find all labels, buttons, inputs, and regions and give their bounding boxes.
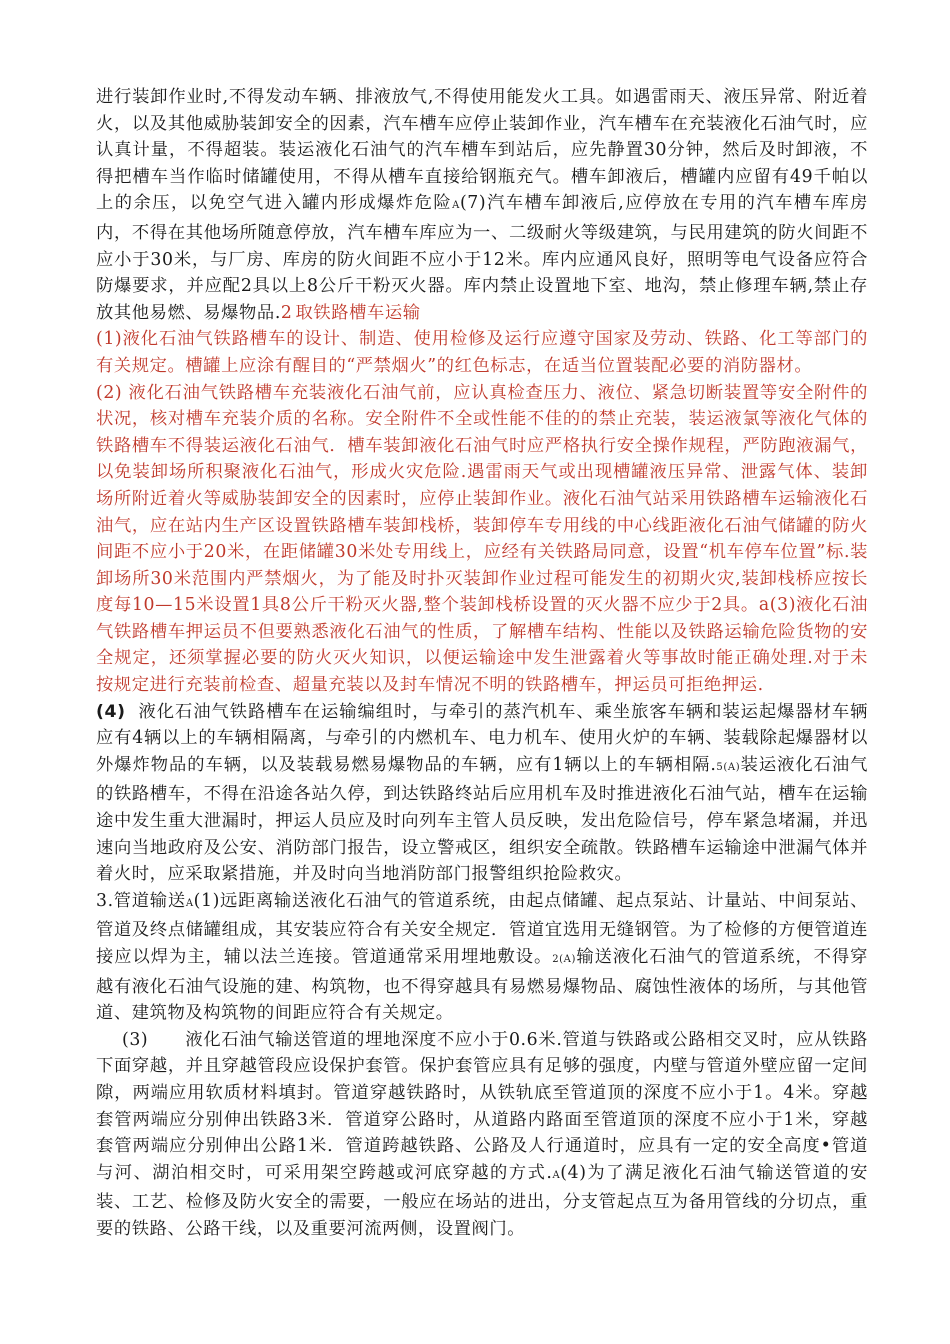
- subscript-mark: A: [185, 897, 194, 909]
- section-heading-pipeline: 3.管道输送: [96, 890, 186, 911]
- paragraph-text: 液化石油气输送管道的埋地深度不应小于0.6米.管道与铁路或公路相交叉时，应从铁路下面穿越，并且穿越管段应设保护套管。保护套管应具有足够的强度，内壁与管道外壁应留一定间隙，两端应用软质材料填封。管道穿越铁路时，从铁轨底至管道顶的深度不应小于1。4米。穿越套管两端应分别伸出铁路3米．管道穿公路时，从道路内路面至管道顶的深度不应小于1米，穿越套管两端应分别伸出公路1米．管道跨越铁路、公路及人行通道时，应具有一定的安全高度•管道与河、湖泊相交时，可采用架空跨越或河底穿越的方式.: [96, 1029, 868, 1183]
- section-number: 2: [280, 302, 293, 323]
- paragraph-text: 液化石油气铁路槽车在运输编组时，与牵引的蒸汽机车、乘坐旅客车辆和装运起爆器材车辆应有4辆以上的车辆相隔离，与牵引的内燃机车、电力机车、使用火炉的车辆、装载除起爆器材以外爆炸物品的车辆，以及装载易燃易爆物品的车辆，应有1辆以上的车辆相隔.: [96, 701, 868, 775]
- paragraph-pipeline-1-2: [96, 888, 868, 1027]
- paragraph-text: (3)液化石油气铁路槽车押运员不但要熟悉液化石油气的性质，了解槽车结构、性能以及铁路运输危险货物的安全规定，还须掌握必要的防火灭火知识，以便运输途中发生泄露着火等事故时能正确处理.对于未按规定进行充装前检查、超量充装以及封车情况不明的铁路槽车，押运员可拒绝押运.: [96, 595, 868, 696]
- section-heading-rail-transport: 取铁路槽车运输: [295, 302, 421, 323]
- paragraph-pipeline-3-4: [96, 1027, 868, 1243]
- paragraph-text: (1)液化石油气铁路槽车的设计、制造、使用检修及运行应遵守国家及劳动、铁路、化工等部门的有关规定。槽罐上应涂有醒目的“严禁烟火”的红色标志，在适当位置装配必要的消防器材。: [96, 329, 868, 376]
- subscript-mark: A: [452, 200, 460, 212]
- inline-mark: a: [758, 595, 770, 616]
- item-number: (4): [96, 701, 126, 722]
- subscript-mark: 5(A): [716, 761, 741, 773]
- paragraph-truck-unloading: [96, 84, 868, 326]
- item-number: (3): [122, 1029, 149, 1050]
- paragraph-text: 进行装卸作业时,不得发动车辆、排液放气,不得使用能发火工具。如遇雷雨天、液压异常、附近着火，以及其他威胁装卸安全的因素，汽车槽车应停止装卸作业，汽车槽车在充装液化石油气时，应认真计量，不得超装。装运液化石油气的汽车槽车到站后，应先静置30分钟，然后及时卸液，不得把槽车当作临时储罐使用，不得从槽车直接给钢瓶充气。槽车卸液后，槽罐内应留有49千帕以上的余压，以免空气进入罐内形成爆炸危险: [96, 87, 868, 214]
- subscript-mark: 2(A): [552, 954, 577, 965]
- paragraph-text: (2) 液化石油气铁路槽车充装液化石油气前，应认真检查压力、液位、紧急切断装置等安全附件的状况，核对槽车充装介质的名称。安全附件不全或性能不佳的的禁止充装，装运液氯等液化气体的铁路槽车不得装运液化石油气．槽车装卸液化石油气时应严格执行安全操作规程，严防跑液漏气，以免装卸场所积聚液化石油气，形成火灾危险.遇雷雨天气或出现槽罐液压异常、泄露气体、装卸场所附近着火等威胁装卸安全的因素时，应停止装卸作业。液化石油气站采用铁路槽车运输液化石油气，应在站内生产区设置铁路槽车装卸栈桥，装卸停车专用线的中心线距液化石油气储罐的防火间距不应小于20米，在距储罐30米处专用线上，应经有关铁路局同意，设置“机车停车位置”标.装卸场所30米范围内严禁烟火，为了能及时扑灭装卸作业过程可能发生的初期火灾,装卸栈桥应按长度每10—15米设置1具8公斤干粉灭火器,整个装卸栈桥设置的灭火器不应少于2具。: [96, 382, 868, 616]
- paragraph-text: (4)为了满足液化石油气输送管道的安装、工艺、检修及防火安全的需要，一般应在场站的进出，分支管起点互为备用管线的分切点，重要的铁路、公路干线，以及重要河流两侧，设置阀门。: [96, 1162, 869, 1239]
- paragraph-text: (1)远距离输送液化石油气的管道系统，由起点储罐、起点泵站、计量站、中间泵站、管道及终点储罐组成，其安装应符合有关安全规定．管道宜选用无缝钢管。为了检修的方便管道连接应以焊为主，辅以法兰连接。管道通常采用埋地敷设。: [96, 890, 868, 967]
- paragraph-rail-4-5: [96, 699, 868, 888]
- paragraph-rail-2-3: [96, 380, 868, 699]
- document-body: [96, 84, 868, 1243]
- paragraph-text: (7)汽车槽车卸液后,应停放在专用的汽车槽车库房内，不得在其他场所随意停放，汽车槽车库应为一、二级耐火等级建筑，与民用建筑的防火间距不应小于30米，与厂房、库房的防火间距不应小于12米。库内应通风良好，照明等电气设备应符合防爆要求，并应配2具以上8公斤干粉灭火器。库内禁止设置地下室、地沟，禁止修理车辆,禁止存放其他易燃、易爆物品.: [96, 193, 869, 323]
- paragraph-text: 装运液化石油气的铁路槽车，不得在沿途各站久停，到达铁路终站后应用机车及时推进液化石油气站，槽车在运输途中发生重大泄漏时，押运人员应及时向列车主管人员反映，发出危险信号，停车紧急堵漏，并迅速向当地政府及公安、消防部门报告，设立警戒区，组织安全疏散。铁路槽车运输途中泄漏气体并着火时，应采取紧措施，并及时向当地消防部门报警组织抢险救灾。: [96, 754, 868, 885]
- paragraph-text: 输送液化石油气的管道系统，不得穿越有液化石油气设施的建、构筑物，也不得穿越具有易燃易爆物品、腐蚀性液体的场所，与其他管道、建筑物及构筑物的间距应符合有关规定。: [96, 947, 868, 1024]
- subscript-mark: A: [552, 1169, 561, 1181]
- paragraph-rail-1: [96, 326, 868, 379]
